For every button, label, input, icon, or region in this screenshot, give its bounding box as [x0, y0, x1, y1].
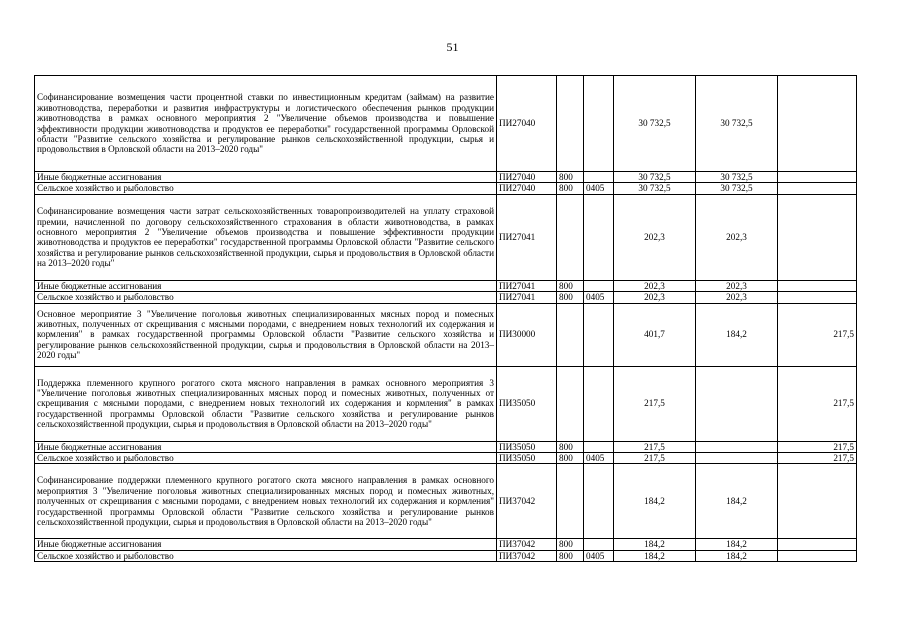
amount-total-cell: 30 732,5: [614, 172, 696, 183]
target-code-cell: ПИ30000: [497, 303, 557, 366]
amount-col3-cell: 217,5: [778, 441, 857, 452]
table-row: [35, 183, 857, 194]
amount-total-cell: 184,2: [614, 539, 696, 550]
section-cell: [584, 194, 614, 280]
amount-total-cell: 217,5: [614, 453, 696, 464]
expense-group-cell: 800: [557, 280, 584, 291]
amount-col3-cell: 217,5: [778, 453, 857, 464]
expense-group-cell: 800: [557, 453, 584, 464]
amount-col3-cell: [778, 539, 857, 550]
expense-group-cell: 800: [557, 550, 584, 561]
amount-col3-cell: [778, 464, 857, 539]
amount-col2-cell: 30 732,5: [696, 183, 778, 194]
amount-total-cell: 184,2: [614, 464, 696, 539]
amount-col2-cell: [696, 366, 778, 441]
amount-total-cell: 401,7: [614, 303, 696, 366]
target-code-cell: ПИ37042: [497, 539, 557, 550]
target-code-cell: ПИ35050: [497, 453, 557, 464]
table-row: [35, 194, 857, 280]
amount-total-cell: 30 732,5: [614, 76, 696, 172]
expense-group-cell: 800: [557, 292, 584, 303]
table-row: [35, 550, 857, 561]
row-name-cell: Иные бюджетные ассигнования: [35, 441, 497, 452]
amount-col2-cell: 30 732,5: [696, 76, 778, 172]
target-code-cell: ПИ37042: [497, 550, 557, 561]
target-code-cell: ПИ35050: [497, 441, 557, 452]
row-name-cell: Софинансирование возмещения части процентной ставки по инвестиционным кредитам (займам) на развитие животноводства, переработки и развития инфраструктуры и логистического обеспечения рынков продукции животноводства в рамках основного мероприятия 2 "Увеличение объемов производства и повышение эффективности продукции животноводства и продуктов ее переработки" государственной программы Орловской области "Развитие сельского хозяйства и регулирование рынков сельскохозяйственной продукции, сырья и продовольствия в Орловской области на 2013–2020 годы": [35, 76, 497, 172]
row-name-cell: Иные бюджетные ассигнования: [35, 280, 497, 291]
expense-group-cell: 800: [557, 539, 584, 550]
target-code-cell: ПИ27040: [497, 183, 557, 194]
row-name-cell: Сельское хозяйство и рыболовство: [35, 550, 497, 561]
section-cell: [584, 303, 614, 366]
amount-total-cell: 217,5: [614, 441, 696, 452]
amount-col3-cell: [778, 550, 857, 561]
amount-col2-cell: 202,3: [696, 280, 778, 291]
expense-group-cell: 800: [557, 172, 584, 183]
section-cell: [584, 441, 614, 452]
row-name-cell: Сельское хозяйство и рыболовство: [35, 292, 497, 303]
row-name-cell: Сельское хозяйство и рыболовство: [35, 183, 497, 194]
amount-col3-cell: [778, 292, 857, 303]
amount-col2-cell: 202,3: [696, 292, 778, 303]
table-row: [35, 76, 857, 172]
section-cell: [584, 464, 614, 539]
amount-total-cell: 202,3: [614, 280, 696, 291]
section-cell: 0405: [584, 292, 614, 303]
target-code-cell: ПИ37042: [497, 464, 557, 539]
amount-total-cell: 184,2: [614, 550, 696, 561]
row-name-cell: Поддержка племенного крупного рогатого скота мясного направления в рамках основного мероприятия 3 "Увеличение поголовья животных специализированных мясных пород и помесных животных, полученных от скрещивания с мясными породами, с внедрением новых технологий их содержания и кормления" в рамках государственной программы Орловской области "Развитие сельского хозяйства и регулирование рынков сельскохозяйственной продукции, сырья и продовольствия в Орловской области на 2013–2020 годы": [35, 366, 497, 441]
expense-group-cell: [557, 194, 584, 280]
section-cell: [584, 172, 614, 183]
budget-table: [34, 75, 857, 562]
expense-group-cell: 800: [557, 183, 584, 194]
expense-group-cell: [557, 464, 584, 539]
section-cell: [584, 366, 614, 441]
amount-total-cell: 217,5: [614, 366, 696, 441]
amount-col3-cell: 217,5: [778, 303, 857, 366]
section-cell: [584, 76, 614, 172]
table-row: [35, 464, 857, 539]
amount-col2-cell: 184,2: [696, 303, 778, 366]
table-row: [35, 292, 857, 303]
amount-col3-cell: 217,5: [778, 366, 857, 441]
table-row: [35, 441, 857, 452]
amount-col2-cell: [696, 453, 778, 464]
page-number: 51: [446, 40, 459, 54]
table-row: [35, 366, 857, 441]
target-code-cell: ПИ27040: [497, 172, 557, 183]
section-cell: 0405: [584, 550, 614, 561]
table-row: [35, 280, 857, 291]
table-row: [35, 539, 857, 550]
target-code-cell: ПИ27040: [497, 76, 557, 172]
row-name-cell: Основное мероприятие 3 "Увеличение поголовья животных специализированных мясных пород и помесных животных, полученных от скрещивания с мясными породами, с внедрением новых технологий их содержания и кормления" в рамках государственной программы Орловской области "Развитие сельского хозяйства и регулирование рынков сельскохозяйственной продукции, сырья и продовольствия в Орловской области на 2013–2020 годы": [35, 303, 497, 366]
amount-col2-cell: 184,2: [696, 550, 778, 561]
table-row: [35, 453, 857, 464]
section-cell: 0405: [584, 183, 614, 194]
expense-group-cell: [557, 366, 584, 441]
table-row: [35, 172, 857, 183]
amount-col3-cell: [778, 183, 857, 194]
amount-col2-cell: 202,3: [696, 194, 778, 280]
amount-total-cell: 30 732,5: [614, 183, 696, 194]
row-name-cell: Софинансирование поддержки племенного крупного рогатого скота мясного направления в рамках основного мероприятия 3 "Увеличение поголовья животных специализированных мясных пород и помесных животных, полученных от скрещивания с мясными породами, с внедрением новых технологий их содержания и кормления" государственной программы Орловской области "Развитие сельского хозяйства и регулирование рынков сельскохозяйственной продукции, сырья и продовольствия в Орловской области на 2013–2020 годы": [35, 464, 497, 539]
section-cell: [584, 539, 614, 550]
amount-col2-cell: [696, 441, 778, 452]
amount-col2-cell: 30 732,5: [696, 172, 778, 183]
expense-group-cell: 800: [557, 441, 584, 452]
amount-total-cell: 202,3: [614, 194, 696, 280]
amount-col2-cell: 184,2: [696, 539, 778, 550]
target-code-cell: ПИ27041: [497, 292, 557, 303]
expense-group-cell: [557, 303, 584, 366]
amount-col3-cell: [778, 76, 857, 172]
table-row: [35, 303, 857, 366]
row-name-cell: Иные бюджетные ассигнования: [35, 172, 497, 183]
amount-col3-cell: [778, 194, 857, 280]
row-name-cell: Иные бюджетные ассигнования: [35, 539, 497, 550]
row-name-cell: Софинансирование возмещения части затрат сельскохозяйственных товаропроизводителей на уплату страховой премии, начисленной по договору сельскохозяйственного страхования в области животноводства, в рамках основного мероприятия 2 "Увеличение объемов производства и повышение эффективности продукции животноводства и продуктов ее переработки" государственной программы Орловской области "Развитие сельского хозяйства и регулирование рынков сельскохозяйственной продукции, сырья и продовольствия в Орловской области на 2013–2020 годы": [35, 194, 497, 280]
target-code-cell: ПИ35050: [497, 366, 557, 441]
section-cell: [584, 280, 614, 291]
target-code-cell: ПИ27041: [497, 194, 557, 280]
table-body: [35, 76, 857, 562]
row-name-cell: Сельское хозяйство и рыболовство: [35, 453, 497, 464]
amount-col2-cell: 184,2: [696, 464, 778, 539]
amount-col3-cell: [778, 172, 857, 183]
target-code-cell: ПИ27041: [497, 280, 557, 291]
expense-group-cell: [557, 76, 584, 172]
amount-col3-cell: [778, 280, 857, 291]
amount-total-cell: 202,3: [614, 292, 696, 303]
section-cell: 0405: [584, 453, 614, 464]
